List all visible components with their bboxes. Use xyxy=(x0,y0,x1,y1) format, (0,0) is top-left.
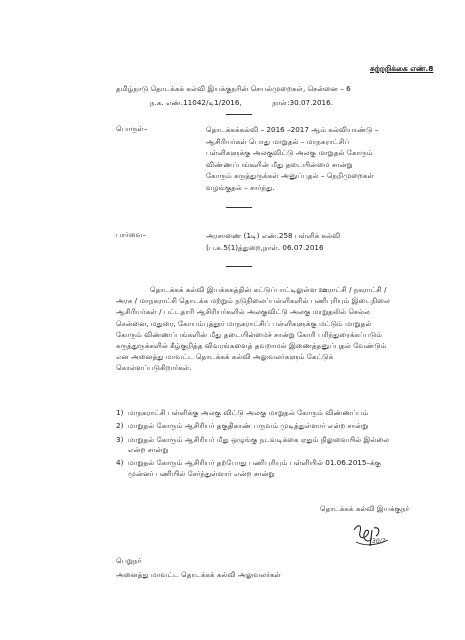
body-paragraph xyxy=(116,284,390,374)
paragraph-line: கோரும் விண்ணப்பங்களின் மீது தடையின்மைச் சான்று கோரி பரிந்துரைக்கப்படும் xyxy=(116,329,383,339)
reference-line xyxy=(150,98,333,108)
paragraph-line: கருத்துருக்களில் கீழ்குறித்த விவரங்களைத் தவறாமல் இணைத்தனுப்புதல் வேண்டும் xyxy=(116,341,387,351)
office-title: தமிழ்நாடு தொடக்கக் கல்வி இயக்குநரின் செயல்முறைகள், சென்னை – 6 xyxy=(116,84,351,93)
paragraph-line: சென்னை, மதுரை, கோயம்புத்தூர் மாநகராட்சிப் பள்ளிகளுக்கு மட்டும் மாறுதல் xyxy=(116,318,372,328)
item-text: மாறுதல் கோரும் ஆசிரியர் தற்போது பணிபுரியும் பள்ளியில் 01.06.2015–க்கு xyxy=(128,458,381,468)
paragraph-line: அரசு / மாநகராட்சி தொடக்க மற்றும் நடுநிலைப்பள்ளிகளில் பணிபுரியும் இடைநிலை xyxy=(116,296,390,306)
item-text: மாறுதல் கோரும் ஆசிரியர் மீது ஒழுங்கு நடவடிக்கை ஏதும் நிலுவையில் இல்லை xyxy=(128,434,390,444)
recipient-label: பெறுநர் xyxy=(116,556,142,565)
paragraph-line: என அனைத்து மாவட்ட தொடக்கக் கல்வி அலுவலர்களும் கேட்டுக் xyxy=(116,352,334,362)
list-item xyxy=(116,435,389,455)
list-item xyxy=(116,408,389,418)
paragraph-line: கொள்ளப்படுகிறார்கள். xyxy=(116,363,192,373)
header-divider xyxy=(226,114,252,115)
reference-line: அரசாணை (1டி) எண்.258 பள்ளிக் கல்வி xyxy=(206,231,341,240)
recipient-value: அனைத்து மாவட்ட தொடக்கக் கல்வி அலுவலர்கள் xyxy=(116,570,282,579)
list-item xyxy=(116,458,389,478)
item-number: 3) xyxy=(116,434,124,444)
subject-line: வழங்குதல் – சார்ந்து. xyxy=(206,182,275,192)
handwritten-signature xyxy=(350,520,394,550)
reference-divider xyxy=(226,266,252,267)
subject-line: விண்ணப்பங்களின் மீது தடையின்மை சான்று xyxy=(206,159,353,169)
subject-line: பள்ளிகளுக்கு அலகுவிட்டு அலகு மாறுதல் கோரும் xyxy=(206,148,373,158)
item-text: மாறுதல் கோரும் ஆசிரியர் தகுதிகாண் பருவம் முடித்துள்ளார் என்ற சான்று xyxy=(128,421,369,431)
reference-date: நாள்:30.07.2016. xyxy=(272,98,333,107)
signature-date: 30/7 xyxy=(372,538,386,545)
item-number: 4) xyxy=(116,458,124,468)
subject-line: கோரும் கருத்துருக்கள் அனுப்புதல் – நெறிமுறைகள் xyxy=(206,171,374,181)
item-text: மாநகராட்சி பள்ளிக்கு அலகு விட்டு அலகு மாறுதல் கோரும் விண்ணப்பம் xyxy=(128,408,369,417)
paragraph-line: ஆசிரியர்கள் / பட்டதாரி ஆசிரியர்களில் அலகுவிட்டு அலகு மாறுதலில் செல்ல xyxy=(116,307,370,317)
signatory-title: தொடக்கக் கல்வி இயக்குநர் xyxy=(320,504,410,513)
item-number: 2) xyxy=(116,421,124,431)
item-text-continued: என்ற சான்று xyxy=(128,444,169,454)
subject-divider xyxy=(226,207,252,208)
reference-text xyxy=(206,230,340,253)
item-text-continued: முன்னர் பணியில் சேர்ந்துள்ளார் என்ற சான்று xyxy=(128,468,275,478)
reference-label: பார்வை– xyxy=(116,230,147,239)
enclosure-list xyxy=(116,408,389,482)
subject-line: ஆசிரியர்கள் பொது மாறுதல் – மாநகராட்சிப் xyxy=(206,136,350,146)
reference-line: (ப.க.5(1)த்துறை,நாள். 06.07.2016 xyxy=(206,242,324,252)
paragraph-line: தொடக்கக் கல்வி இயக்ககத்தின் கட்டுப்பாட்டிலுள்ள ஊராட்சி / நகராட்சி / xyxy=(150,285,387,294)
subject-line: தொடக்கக்கல்வி – 2016 –2017 ஆம் கல்வியாண்டு – xyxy=(206,125,379,134)
item-number: 1) xyxy=(116,408,124,417)
list-item xyxy=(116,421,389,431)
subject-text xyxy=(206,124,378,194)
circular-number: சுற்றறிக்கை எண்.8 xyxy=(370,64,434,73)
subject-label: பொருள்– xyxy=(116,124,148,133)
reference-number: ந.க. எண்.11042/டி1/2016, xyxy=(150,98,242,107)
